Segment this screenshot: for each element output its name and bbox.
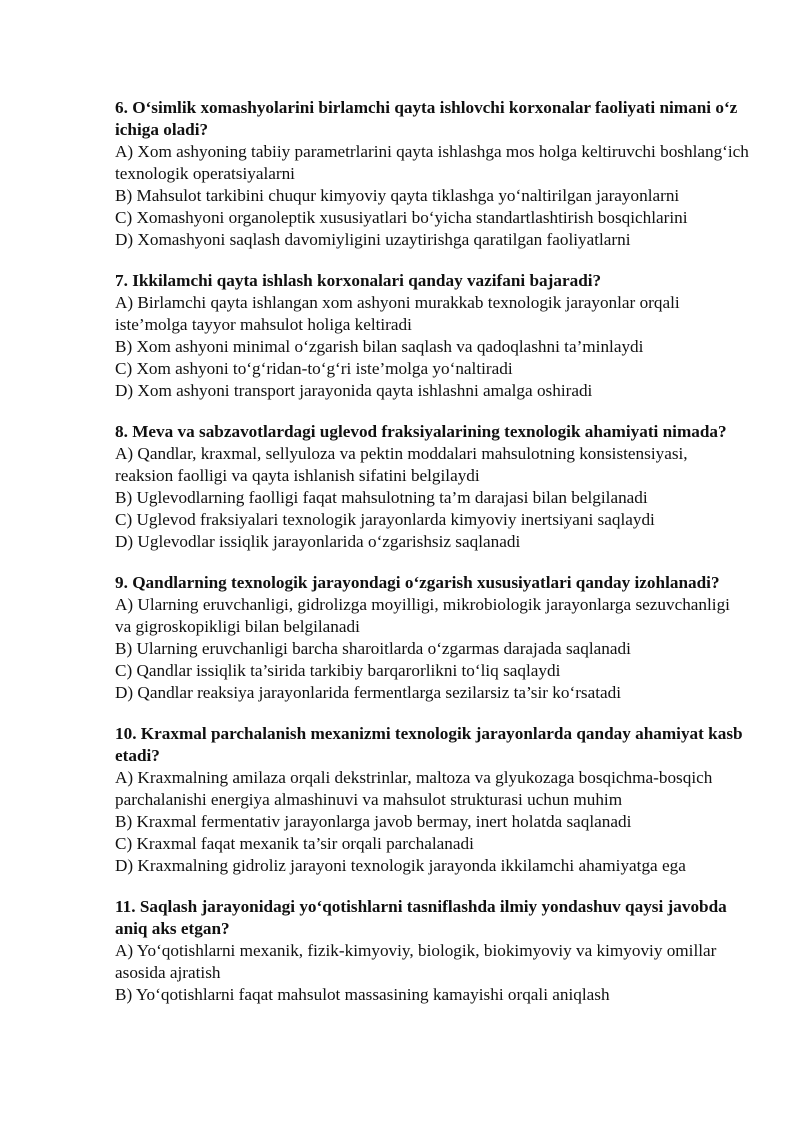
answer-option-b: B) Yo‘qotishlarni faqat mahsulot massasining kamayishi orqali aniqlash bbox=[115, 985, 610, 1004]
question-8 bbox=[115, 421, 750, 553]
answer-option-c: C) Qandlar issiqlik ta’sirida tarkibiy barqarorlikni to‘liq saqlaydi bbox=[115, 661, 561, 680]
answer-option-a: A) Ularning eruvchanligi, gidrolizga moyilligi, mikrobiologik jarayonlarga sezuvchanligi va gigroskopikligi bilan belgilanadi bbox=[115, 595, 730, 636]
answer-option-c: C) Kraxmal faqat mexanik ta’sir orqali parchalanadi bbox=[115, 834, 474, 853]
question-title: 8. Meva va sabzavotlardagi uglevod fraksiyalarining texnologik ahamiyati nimada? bbox=[115, 422, 727, 441]
answer-option-c: C) Uglevod fraksiyalari texnologik jarayonlarda kimyoviy inertsiyani saqlaydi bbox=[115, 510, 655, 529]
answer-option-b: B) Uglevodlarning faolligi faqat mahsulotning ta’m darajasi bilan belgilanadi bbox=[115, 488, 648, 507]
answer-option-b: B) Ularning eruvchanligi barcha sharoitlarda o‘zgarmas darajada saqlanadi bbox=[115, 639, 631, 658]
question-11 bbox=[115, 896, 750, 1006]
answer-option-d: D) Kraxmalning gidroliz jarayoni texnologik jarayonda ikkilamchi ahamiyatga ega bbox=[115, 856, 686, 875]
answer-option-a: A) Birlamchi qayta ishlangan xom ashyoni murakkab texnologik jarayonlar orqali iste’molga tayyor mahsulot holiga keltiradi bbox=[115, 293, 680, 334]
question-title: 11. Saqlash jarayonidagi yo‘qotishlarni tasniflashda ilmiy yondashuv qaysi javobda aniq aks etgan? bbox=[115, 897, 727, 938]
question-6 bbox=[115, 97, 750, 251]
answer-option-b: B) Mahsulot tarkibini chuqur kimyoviy qayta tiklashga yo‘naltirilgan jarayonlarni bbox=[115, 186, 680, 205]
answer-option-d: D) Qandlar reaksiya jarayonlarida fermentlarga sezilarsiz ta’sir ko‘rsatadi bbox=[115, 683, 622, 702]
answer-option-c: C) Xom ashyoni to‘g‘ridan-to‘g‘ri iste’molga yo‘naltiradi bbox=[115, 359, 513, 378]
answer-option-a: A) Kraxmalning amilaza orqali dekstrinlar, maltoza va glyukozaga bosqichma-bosqich parchalanishi energiya almashinuvi va mahsulot strukturasi uchun muhim bbox=[115, 768, 713, 809]
question-title: 7. Ikkilamchi qayta ishlash korxonalari qanday vazifani bajaradi? bbox=[115, 271, 602, 290]
question-7 bbox=[115, 270, 750, 402]
question-9 bbox=[115, 572, 750, 704]
question-title: 6. O‘simlik xomashyolarini birlamchi qayta ishlovchi korxonalar faoliyati nimani o‘z ichiga oladi? bbox=[115, 98, 738, 139]
answer-option-c: C) Xomashyoni organoleptik xususiyatlari bo‘yicha standartlashtirish bosqichlarini bbox=[115, 208, 688, 227]
answer-option-b: B) Xom ashyoni minimal o‘zgarish bilan saqlash va qadoqlashni ta’minlaydi bbox=[115, 337, 644, 356]
answer-option-b: B) Kraxmal fermentativ jarayonlarga javob bermay, inert holatda saqlanadi bbox=[115, 812, 632, 831]
answer-option-a: A) Xom ashyoning tabiiy parametrlarini qayta ishlashga mos holga keltiruvchi boshlang‘ich texnologik operatsiyalarni bbox=[115, 142, 749, 183]
question-title: 9. Qandlarning texnologik jarayondagi o‘zgarish xususiyatlari qanday izohlanadi? bbox=[115, 573, 720, 592]
answer-option-d: D) Uglevodlar issiqlik jarayonlarida o‘zgarishsiz saqlanadi bbox=[115, 532, 521, 551]
answer-option-a: A) Yo‘qotishlarni mexanik, fizik-kimyoviy, biologik, biokimyoviy va kimyoviy omillar asosida ajratish bbox=[115, 941, 717, 982]
question-title: 10. Kraxmal parchalanish mexanizmi texnologik jarayonlarda qanday ahamiyat kasb etadi? bbox=[115, 724, 743, 765]
question-10 bbox=[115, 723, 750, 877]
answer-option-a: A) Qandlar, kraxmal, sellyuloza va pektin moddalari mahsulotning konsistensiyasi, reaksion faolligi va qayta ishlanish sifatini belgilaydi bbox=[115, 444, 688, 485]
answer-option-d: D) Xom ashyoni transport jarayonida qayta ishlashni amalga oshiradi bbox=[115, 381, 593, 400]
answer-option-d: D) Xomashyoni saqlash davomiyligini uzaytirishga qaratilgan faoliyatlarni bbox=[115, 230, 631, 249]
